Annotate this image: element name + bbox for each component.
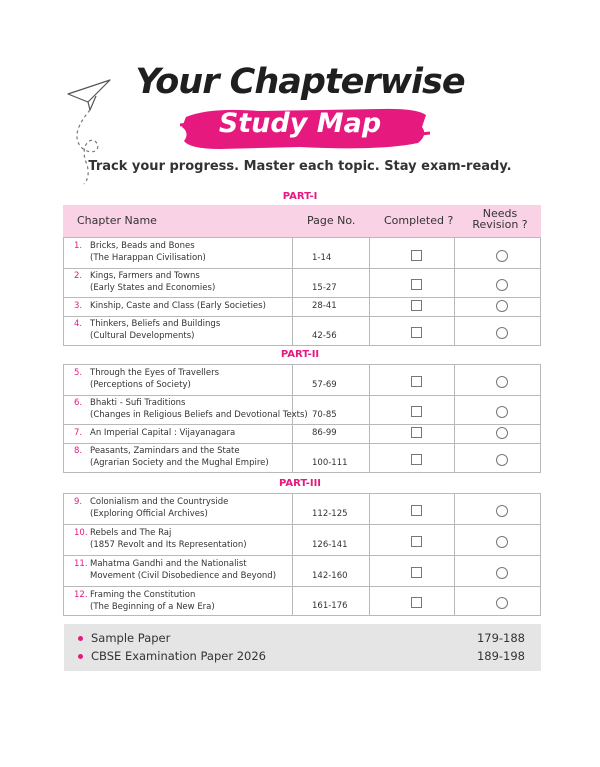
extra-paper-pages: 179-188	[476, 631, 525, 645]
chapter-pages: 42-56	[312, 331, 337, 341]
chapter-name: Bricks, Beads and Bones (The Harappan Civilisation)	[90, 241, 206, 263]
chapter-pages: 1-14	[312, 253, 332, 263]
chapter-pages: 100-111	[312, 458, 348, 468]
bullet-icon	[78, 636, 83, 641]
page-title: Your Chapterwise	[135, 62, 465, 102]
completed-checkbox[interactable]	[411, 376, 422, 387]
chapter-number: 1.	[74, 241, 83, 251]
chapter-number: 11.	[74, 559, 88, 569]
chapter-pages: 70-85	[312, 410, 337, 420]
part-2-table	[63, 364, 541, 473]
list-item	[78, 631, 170, 645]
chapter-number: 6.	[74, 398, 83, 408]
chapter-name: Kings, Farmers and Towns (Early States and Economies)	[90, 271, 216, 293]
chapter-name: Framing the Constitution (The Beginning of a New Era)	[90, 590, 215, 612]
part-label-1: PART-I	[282, 191, 318, 202]
completed-checkbox[interactable]	[411, 279, 422, 290]
column-chapter: Chapter Name	[77, 214, 157, 227]
chapter-name: An Imperial Capital : Vijayanagara	[90, 428, 236, 438]
revision-radio[interactable]	[496, 250, 508, 262]
list-item	[78, 649, 266, 663]
chapter-name: Peasants, Zamindars and the State (Agrarian Society and the Mughal Empire)	[90, 446, 269, 468]
chapter-name: Through the Eyes of Travellers (Perceptions of Society)	[90, 368, 220, 390]
extra-papers-box	[64, 624, 541, 671]
part-1-table	[63, 237, 541, 346]
completed-checkbox[interactable]	[411, 327, 422, 338]
chapter-number: 12.	[74, 590, 88, 600]
revision-radio[interactable]	[496, 536, 508, 548]
completed-checkbox[interactable]	[411, 406, 422, 417]
chapter-number: 5.	[74, 368, 83, 378]
chapter-name: Rebels and The Raj (1857 Revolt and Its Representation)	[90, 528, 247, 550]
chapter-pages: 126-141	[312, 540, 348, 550]
completed-checkbox[interactable]	[411, 505, 422, 516]
chapter-name: Colonialism and the Countryside (Exploring Official Archives)	[90, 497, 229, 519]
tagline: Track your progress. Master each topic. Stay exam-ready.	[88, 159, 512, 174]
extra-paper-label: CBSE Examination Paper 2026	[91, 649, 266, 663]
completed-checkbox[interactable]	[411, 300, 422, 311]
chapter-pages: 112-125	[312, 509, 348, 519]
chapter-name: Mahatma Gandhi and the Nationalist Movement (Civil Disobedience and Beyond)	[90, 559, 277, 581]
revision-radio[interactable]	[496, 505, 508, 517]
column-completed: Completed ?	[384, 214, 454, 227]
revision-radio[interactable]	[496, 454, 508, 466]
part-label-3: PART-III	[278, 478, 322, 489]
chapter-number: 2.	[74, 271, 83, 281]
chapter-pages: 161-176	[312, 601, 348, 611]
chapter-number: 9.	[74, 497, 83, 507]
extra-paper-label: Sample Paper	[91, 631, 171, 645]
part-3-table	[63, 493, 541, 616]
column-page: Page No.	[307, 214, 356, 227]
completed-checkbox[interactable]	[411, 567, 422, 578]
revision-radio[interactable]	[496, 427, 508, 439]
column-revision-line2: Revision ?	[472, 218, 528, 231]
chapter-number: 4.	[74, 319, 83, 329]
chapter-pages: 142-160	[312, 571, 348, 581]
revision-radio[interactable]	[496, 597, 508, 609]
bullet-icon	[78, 654, 83, 659]
column-revision	[468, 208, 532, 230]
completed-checkbox[interactable]	[411, 536, 422, 547]
revision-radio[interactable]	[496, 376, 508, 388]
chapter-number: 7.	[74, 428, 83, 438]
chapter-pages: 57-69	[312, 380, 337, 390]
completed-checkbox[interactable]	[411, 250, 422, 261]
table-header	[63, 205, 541, 237]
part-label-2: PART-II	[280, 349, 320, 360]
revision-radio[interactable]	[496, 279, 508, 291]
page-subtitle: Study Map	[218, 108, 382, 139]
revision-radio[interactable]	[496, 406, 508, 418]
revision-radio[interactable]	[496, 300, 508, 312]
chapter-pages: 86-99	[312, 428, 337, 438]
extra-paper-pages: 189-198	[476, 649, 525, 663]
chapter-name: Thinkers, Beliefs and Buildings (Cultural Developments)	[90, 319, 221, 341]
completed-checkbox[interactable]	[411, 427, 422, 438]
revision-radio[interactable]	[496, 327, 508, 339]
chapter-name: Kinship, Caste and Class (Early Societies)	[90, 301, 266, 311]
chapter-pages: 28-41	[312, 301, 337, 311]
chapter-pages: 15-27	[312, 283, 337, 293]
chapter-number: 3.	[74, 301, 83, 311]
revision-radio[interactable]	[496, 567, 508, 579]
completed-checkbox[interactable]	[411, 597, 422, 608]
column-revision-line1: Needs	[482, 207, 518, 220]
completed-checkbox[interactable]	[411, 454, 422, 465]
chapter-number: 8.	[74, 446, 83, 456]
chapter-number: 10.	[74, 528, 88, 538]
chapter-name: Bhakti - Sufi Traditions (Changes in Religious Beliefs and Devotional Texts)	[90, 398, 308, 420]
